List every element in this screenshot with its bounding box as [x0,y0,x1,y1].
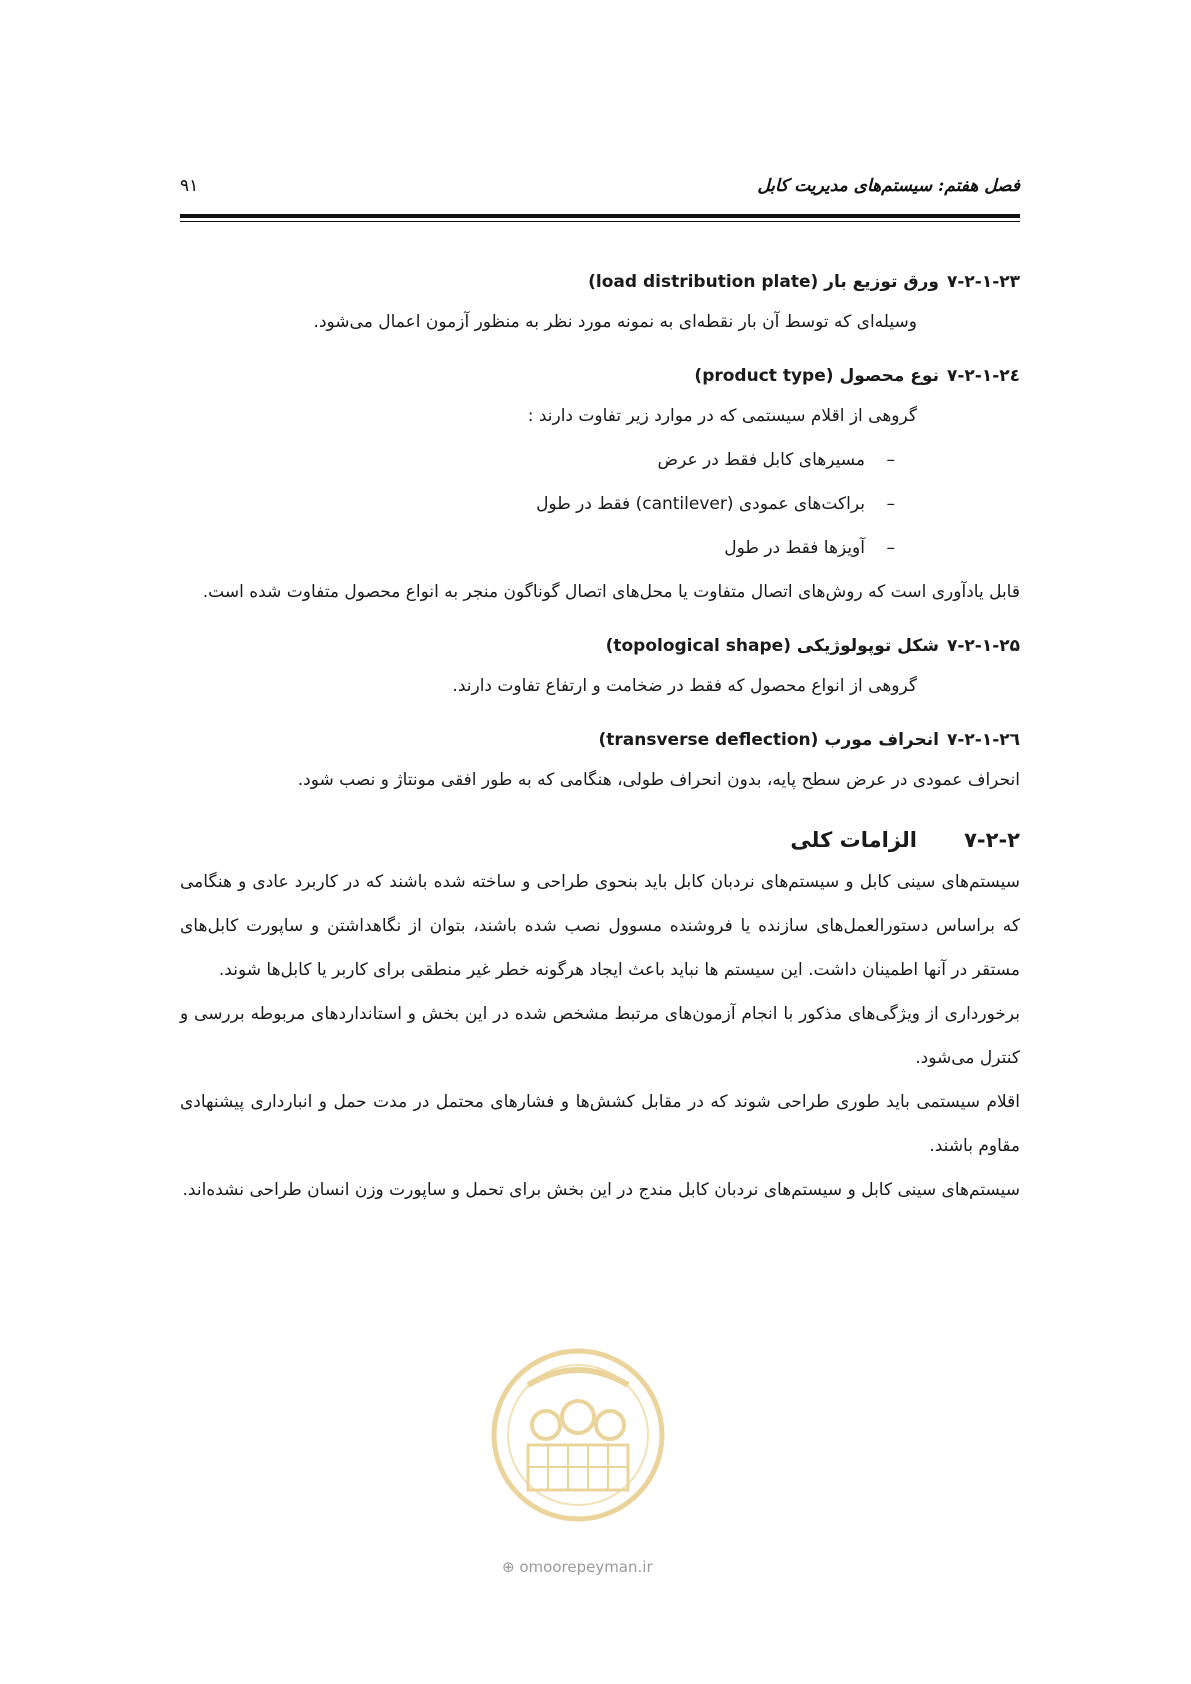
definition-text: انحراف عمودی در عرض سطح پایه، بدون انحراف طولی، هنگامی که به طور افقی مونتاژ و نصب شود. [297,770,1020,790]
section-paragraph: اقلام سیستمی باید طوری طراحی شوند که در مقابل کشش‌ها و فشارهای محتمل در مدت حمل و انبارداری پیشنهادی مقاوم باشند. [180,1092,1020,1156]
watermark-logo [488,1345,668,1525]
definition-heading [180,726,1020,754]
section-title: الزامات کلی [790,828,917,852]
header-rule-thin [180,221,1020,222]
header-rule-thick [180,214,1020,218]
definition-title: نوع محصول (product type) [694,366,939,386]
definition-number: ۷-۲-۱-۲٤ [946,366,1020,386]
definition-note: قابل یادآوری است که روش‌های اتصال متفاوت یا محل‌های اتصال گوناگون منجر به انواع محصول متفاوت شده است. [202,582,1020,602]
watermark-url: ⊕ omoorepeyman.ir [502,1558,653,1576]
definition-number: ۷-۲-۱-۲۵ [946,636,1020,656]
definition-23 [180,268,1020,344]
definition-title: انحراف مورب (transverse deflection) [598,730,939,750]
definition-number: ۷-۲-۱-۲٦ [946,730,1020,750]
chapter-title: فصل هفتم: سیستم‌های مدیریت کابل [757,176,1020,196]
list-item: –براکت‌های عمودی (cantilever) فقط در طول [536,494,895,514]
section-paragraph: سیستم‌های سینی کابل و سیستم‌های نردبان کابل باید بنحوی طراحی و ساخته شده باشند که در کاربرد عادی و هنگامی که براساس دستورالعمل‌های سازنده یا فروشنده مسوول نصب شده باشند، بتوان از نگاهداشتن و ساپورت کابل‌های مستقر در آنها اطمینان داشت. این سیستم ها نباید باعث ایجاد هرگونه خطر غیر منطقی برای کاربر یا کابل‌ها شوند. [180,872,1020,980]
definition-heading [180,362,1020,390]
definition-intro: گروهی از اقلام سیستمی که در موارد زیر تفاوت دارند : [527,406,917,426]
page-content [180,268,1020,1212]
section-general-requirements [180,820,1020,1212]
definition-title: شکل توپولوژیکی (topological shape) [605,636,939,656]
definition-text: وسیله‌ای که توسط آن بار نقطه‌ای به نمونه مورد نظر به منظور آزمون اعمال می‌شود. [313,312,917,332]
page-header [180,176,1020,206]
section-heading [180,820,1020,860]
definition-heading [180,268,1020,296]
definition-text: گروهی از انواع محصول که فقط در ضخامت و ارتفاع تفاوت دارند. [452,676,917,696]
section-paragraph: سیستم‌های سینی کابل و سیستم‌های نردبان کابل مندج در این بخش برای تحمل و ساپورت وزن انسان طراحی نشده‌اند. [182,1180,1020,1200]
definition-title: ورق توزیع بار (load distribution plate) [588,272,939,292]
list-item: –آویزها فقط در طول [724,538,895,558]
section-number: ۷-۲-۲ [964,828,1020,852]
definition-24 [180,362,1020,614]
definition-heading [180,632,1020,660]
globe-icon: ⊕ [502,1558,515,1576]
section-paragraph: برخورداری از ویژگی‌های مذکور با انجام آزمون‌های مرتبط مشخص شده در این بخش و استانداردهای مربوطه بررسی و کنترل می‌شود. [180,1004,1020,1068]
definition-number: ۷-۲-۱-۲۳ [946,272,1020,292]
page-number: ۹۱ [180,176,199,196]
list-item: –مسیرهای کابل فقط در عرض [657,450,895,470]
definition-25 [180,632,1020,708]
definition-26 [180,726,1020,802]
